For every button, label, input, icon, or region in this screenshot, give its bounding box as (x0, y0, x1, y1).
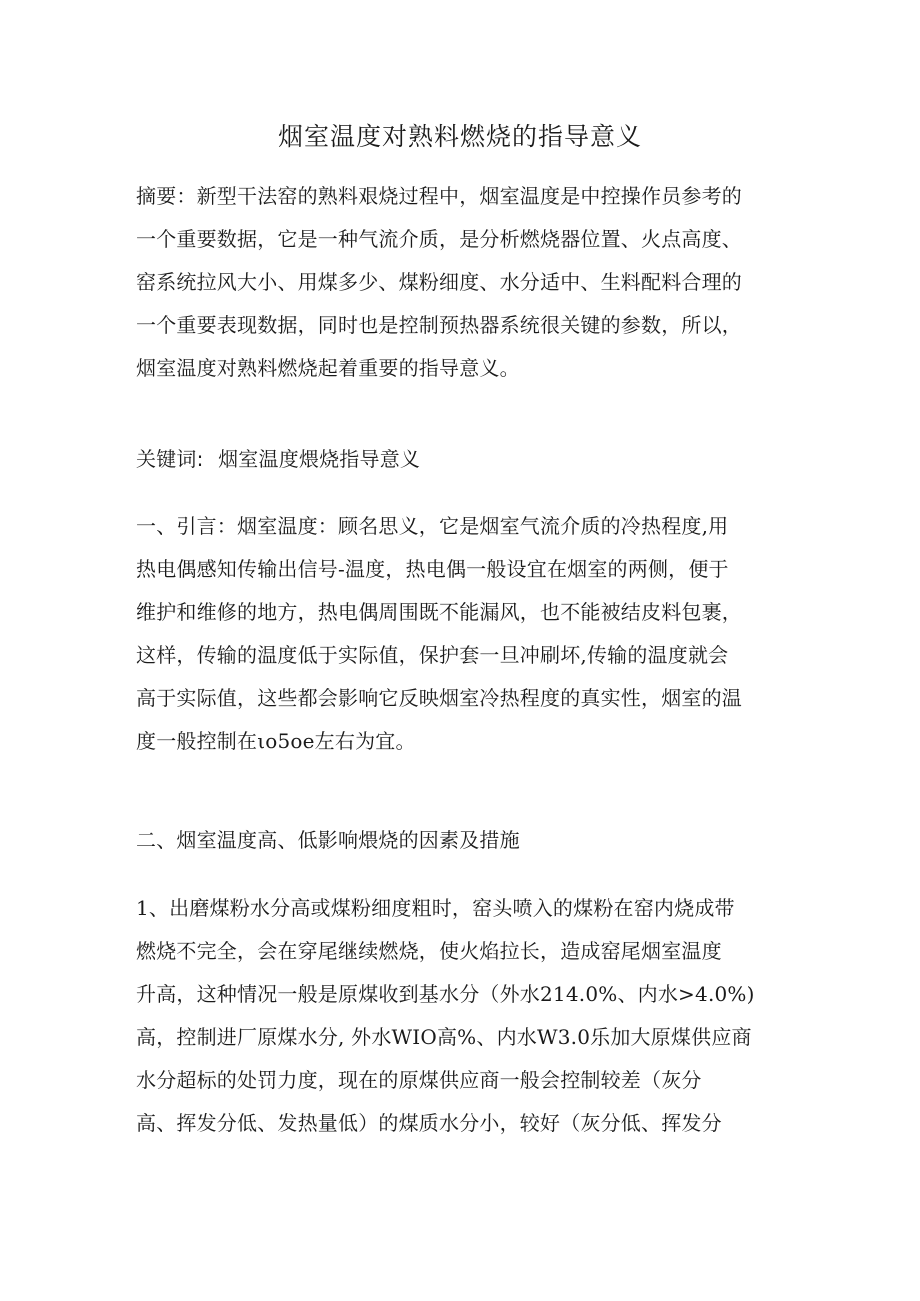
intro-line: 维护和维修的地方，热电偶周围既不能漏风，也不能被结皮料包裹， (136, 600, 742, 624)
abstract-line: 一个重要表现数据，同时也是控制预热器系统很关键的参数，所以， (136, 313, 742, 337)
item-line: 燃烧不完全，会在穿尾继续燃烧，使火焰拉长，造成窑尾烟室温度 (136, 939, 722, 963)
intro-line: 一、引言：烟室温度：顾名思义，它是烟室气流介质的冷热程度,用 (136, 514, 729, 538)
intro-line: 这样，传输的温度低于实际值，保护套一旦冲刷坏,传输的温度就会 (136, 643, 729, 667)
document-title: 烟室温度对熟料燃烧的指导意义 (277, 122, 642, 151)
item-line: 高，控制进厂原煤水分, 外水WIO高%、内水W3.0乐加大原煤供应商 (136, 1025, 752, 1049)
item-line: 升高，这种情况一般是原煤收到基水分（外水214.0%、内水>4.0%) (136, 982, 755, 1006)
abstract-line: 窑系统拉风大小、用煤多少、煤粉细度、水分适中、生料配料合理的 (136, 270, 742, 294)
abstract-line: 一个重要数据，它是一种气流介质，是分析燃烧器位置、火点高度、 (136, 227, 742, 251)
item-line: 1、出磨煤粉水分高或煤粉细度粗时，窑头喷入的煤粉在窑内烧成带 (136, 896, 735, 920)
intro-line: 高于实际值，这些都会影响它反映烟室冷热程度的真实性，烟室的温 (136, 686, 742, 710)
keywords (136, 441, 796, 477)
keywords-label: 关键词: (136, 447, 204, 471)
keywords-value: 烟室温度煨烧指导意义 (218, 447, 421, 471)
abstract-line: 摘要：新型干法窑的熟料艰烧过程中，烟室温度是中控操作员参考的 (136, 184, 742, 208)
section-heading: 二、烟室温度高、低影响煨烧的因素及措施 (136, 828, 520, 852)
intro-line: 度一般控制在ιo5oe左右为宜。 (136, 729, 416, 753)
intro-line: 热电偶感知传输出信号-温度，热电偶一般设宜在烟室的两侧，便于 (136, 557, 729, 581)
abstract-line: 烟室温度对熟料燃烧起着重要的指导意义。 (136, 356, 520, 380)
item-line: 水分超标的处罚力度，现在的原煤供应商一般会控制较差（灰分 (136, 1068, 702, 1092)
item-line: 高、挥发分低、发热量低）的煤质水分小，较好（灰分低、挥发分 (136, 1111, 722, 1135)
